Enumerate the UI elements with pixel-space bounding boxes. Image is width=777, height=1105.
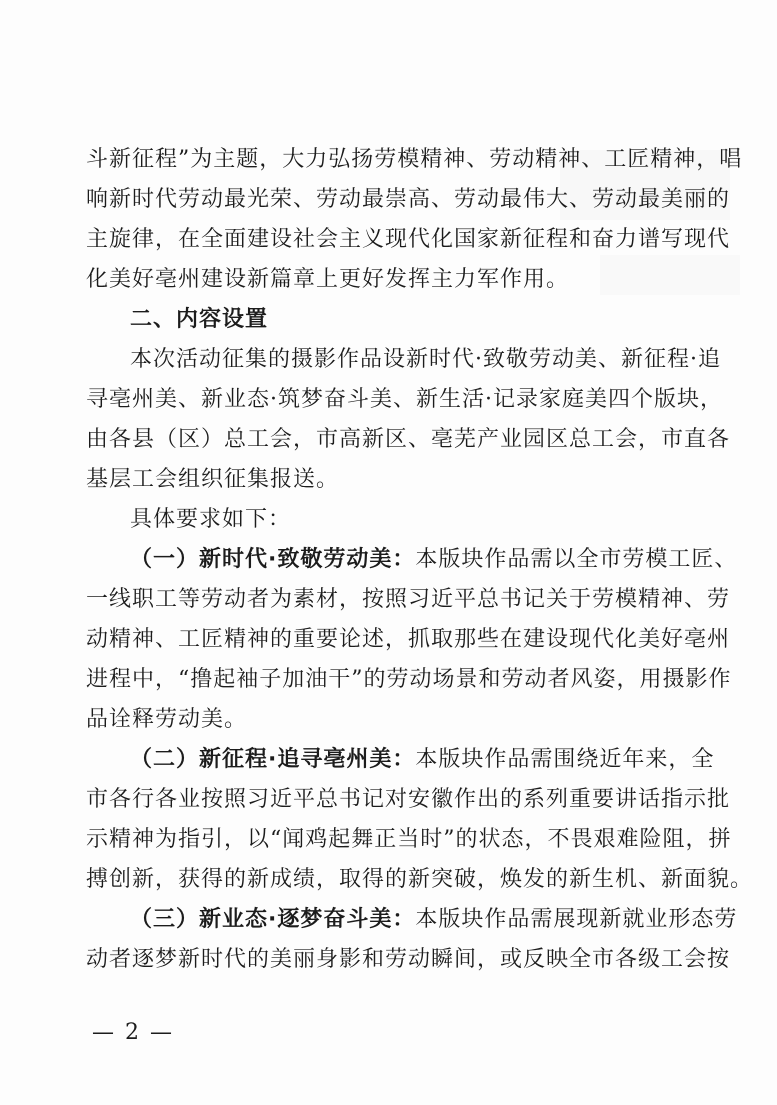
body-line: 斗新征程”为主题，大力弘扬劳模精神、劳动精神、工匠精神，唱 — [86, 147, 743, 172]
body-line: 示精神为指引，以“闻鸡起舞正当时”的状态，不畏艰难险阻，拼 — [86, 827, 732, 852]
body-line: 基层工会组织征集报送。 — [86, 467, 340, 492]
body-line: 进程中，“撸起袖子加油干”的劳动场景和劳动者风姿，用摄影作 — [86, 667, 732, 692]
item-1-label: （一）新时代·致敬劳动美： — [130, 547, 416, 572]
body-line: 一线职工等劳动者为素材，按照习近平总书记关于劳模精神、劳 — [86, 587, 731, 612]
page-number: — 2 — — [92, 1020, 174, 1045]
requirements-intro: 具体要求如下： — [130, 507, 292, 532]
body-line: 寻亳州美、新业态·筑梦奋斗美、新生活·记录家庭美四个版块， — [86, 387, 723, 412]
item-3-text: 本版块作品需展现新就业形态劳 — [415, 907, 738, 932]
body-line: 由各县（区）总工会，市高新区、亳芜产业园区总工会，市直各 — [86, 427, 731, 452]
body-line: 市各行各业按照习近平总书记对安徽作出的系列重要讲话指示批 — [86, 787, 731, 812]
item-3-first-line — [86, 900, 738, 940]
document-body — [86, 140, 754, 980]
item-2-text: 本版块作品需围绕近年来，全 — [415, 747, 715, 772]
body-line: 动精神、工匠精神的重要论述，抓取那些在建设现代化美好亳州 — [86, 627, 731, 652]
body-line: 搏创新，获得的新成绩，取得的新突破，焕发的新生机、新面貌。 — [86, 867, 754, 892]
body-line: 动者逐梦新时代的美丽身影和劳动瞬间，或反映全市各级工会按 — [86, 947, 731, 972]
body-line: 响新时代劳动最光荣、劳动最崇高、劳动最伟大、劳动最美丽的 — [86, 187, 731, 212]
item-1-text: 本版块作品需以全市劳模工匠、 — [415, 547, 738, 572]
body-line: 主旋律，在全面建设社会主义现代化国家新征程和奋力谱写现代 — [86, 227, 731, 252]
body-line: 化美好亳州建设新篇章上更好发挥主力军作用。 — [86, 267, 570, 292]
body-line: 本次活动征集的摄影作品设新时代·致敬劳动美、新征程·追 — [130, 347, 721, 372]
item-2-label: （二）新征程·追寻亳州美： — [130, 747, 416, 772]
item-1-first-line — [86, 540, 738, 580]
item-3-label: （三）新业态·逐梦奋斗美： — [130, 907, 416, 932]
section-heading: 二、内容设置 — [130, 307, 269, 332]
item-2-first-line — [86, 740, 715, 780]
body-line: 品诠释劳动美。 — [86, 707, 248, 732]
